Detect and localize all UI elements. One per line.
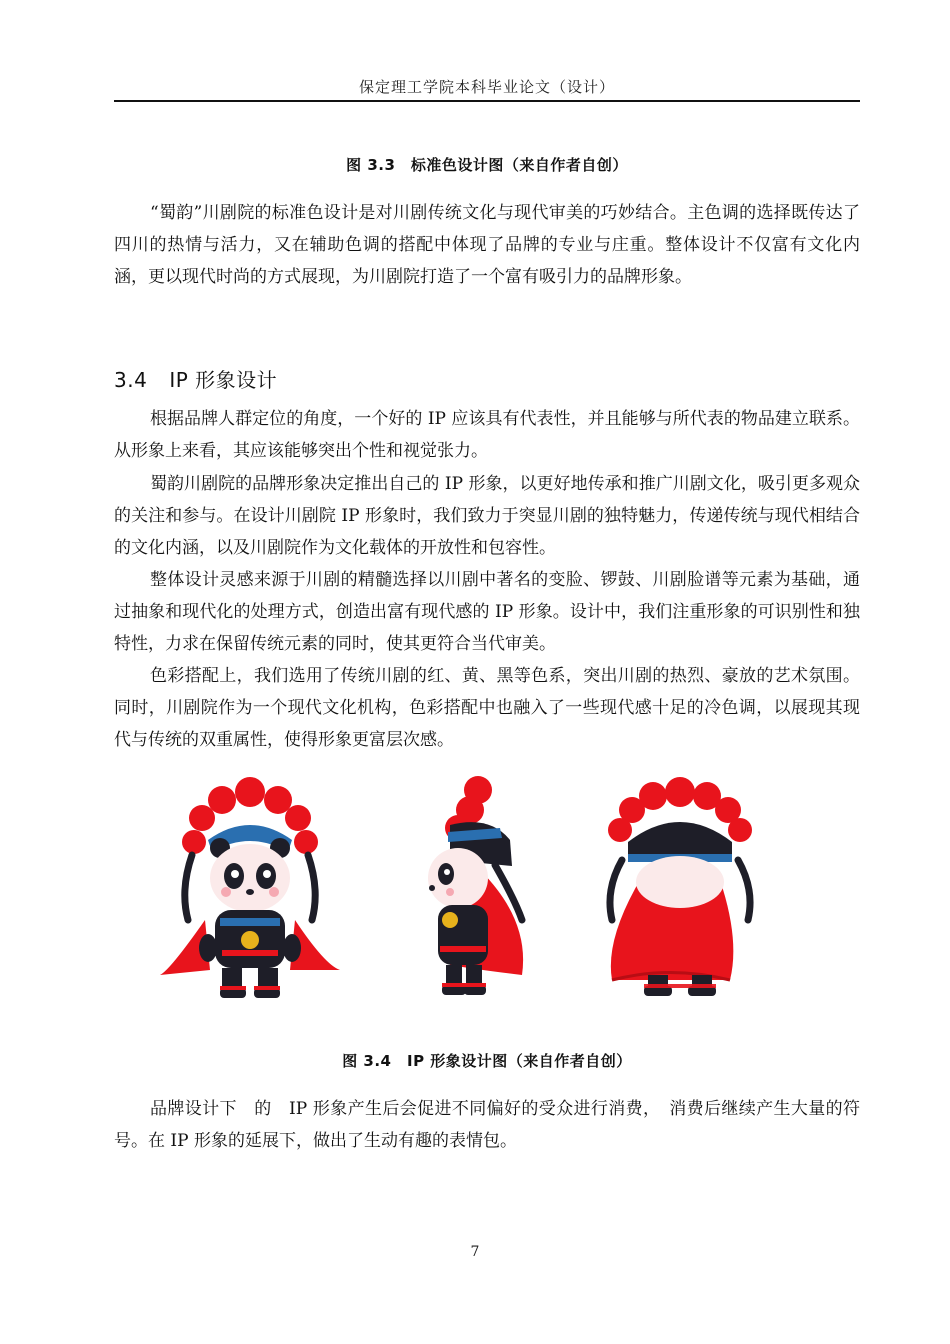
panda-side-view (428, 776, 523, 995)
panda-front-view (160, 777, 340, 998)
ip-character-figure (150, 770, 790, 1020)
closing-paragraph: 品牌设计下 的 IP 形象产生后会促进不同偏好的受众进行消费， 消费后继续产生大量的符号。在 IP 形象的延展下，做出了生动有趣的表情包。 (114, 1099, 860, 1151)
section-number: 3.4 (114, 368, 148, 392)
paragraph-4: 色彩搭配上，我们选用了传统川剧的红、黄、黑等色系，突出川剧的热烈、豪放的艺术氛围。同时，川剧院作为一个现代文化机构，色彩搭配中也融入了一些现代感十足的冷色调，以展现其现代与传统的双重属性，使得形象更富层次感。 (114, 666, 860, 750)
header-divider (114, 100, 860, 102)
intro-paragraph: “蜀韵”川剧院的标准色设计是对川剧传统文化与现代审美的巧妙结合。主色调的选择既传达了四川的热情与活力，又在辅助色调的搭配中体现了品牌的专业与庄重。整体设计不仅富有文化内涵，更以现代时尚的方式展现，为川剧院打造了一个富有吸引力的品牌形象。 (114, 203, 860, 287)
panda-back-view (608, 777, 752, 996)
paragraph-2: 蜀韵川剧院的品牌形象决定推出自己的 IP 形象，以更好地传承和推广川剧文化，吸引更多观众的关注和参与。在设计川剧院 IP 形象时，我们致力于突显川剧的独特魅力，传递传统与现代相结合的文化内涵，以及川剧院作为文化载体的开放性和包容性。 (114, 474, 860, 558)
figure-3-4-caption: 图 3.4 IP 形象设计图（来自作者自创） (342, 1052, 632, 1070)
running-header: 保定理工学院本科毕业论文（设计） (358, 78, 615, 96)
paragraph-3: 整体设计灵感来源于川剧的精髓选择以川剧中著名的变脸、锣鼓、川剧脸谱等元素为基础，通过抽象和现代化的处理方式，创造出富有现代感的 IP 形象。设计中，我们注重形象的可识别性和独特性，力求在保留传统元素的同时，使其更符合当代审美。 (114, 570, 860, 654)
paragraph-1: 根据品牌人群定位的角度，一个好的 IP 应该具有代表性，并且能够与所代表的物品建立联系。从形象上来看，其应该能够突出个性和视觉张力。 (114, 409, 860, 461)
section-title: IP 形象设计 (169, 368, 278, 392)
section-heading (114, 364, 860, 393)
page-number: 7 (470, 1244, 480, 1260)
figure-3-3-caption: 图 3.3 标准色设计图（来自作者自创） (346, 156, 628, 174)
